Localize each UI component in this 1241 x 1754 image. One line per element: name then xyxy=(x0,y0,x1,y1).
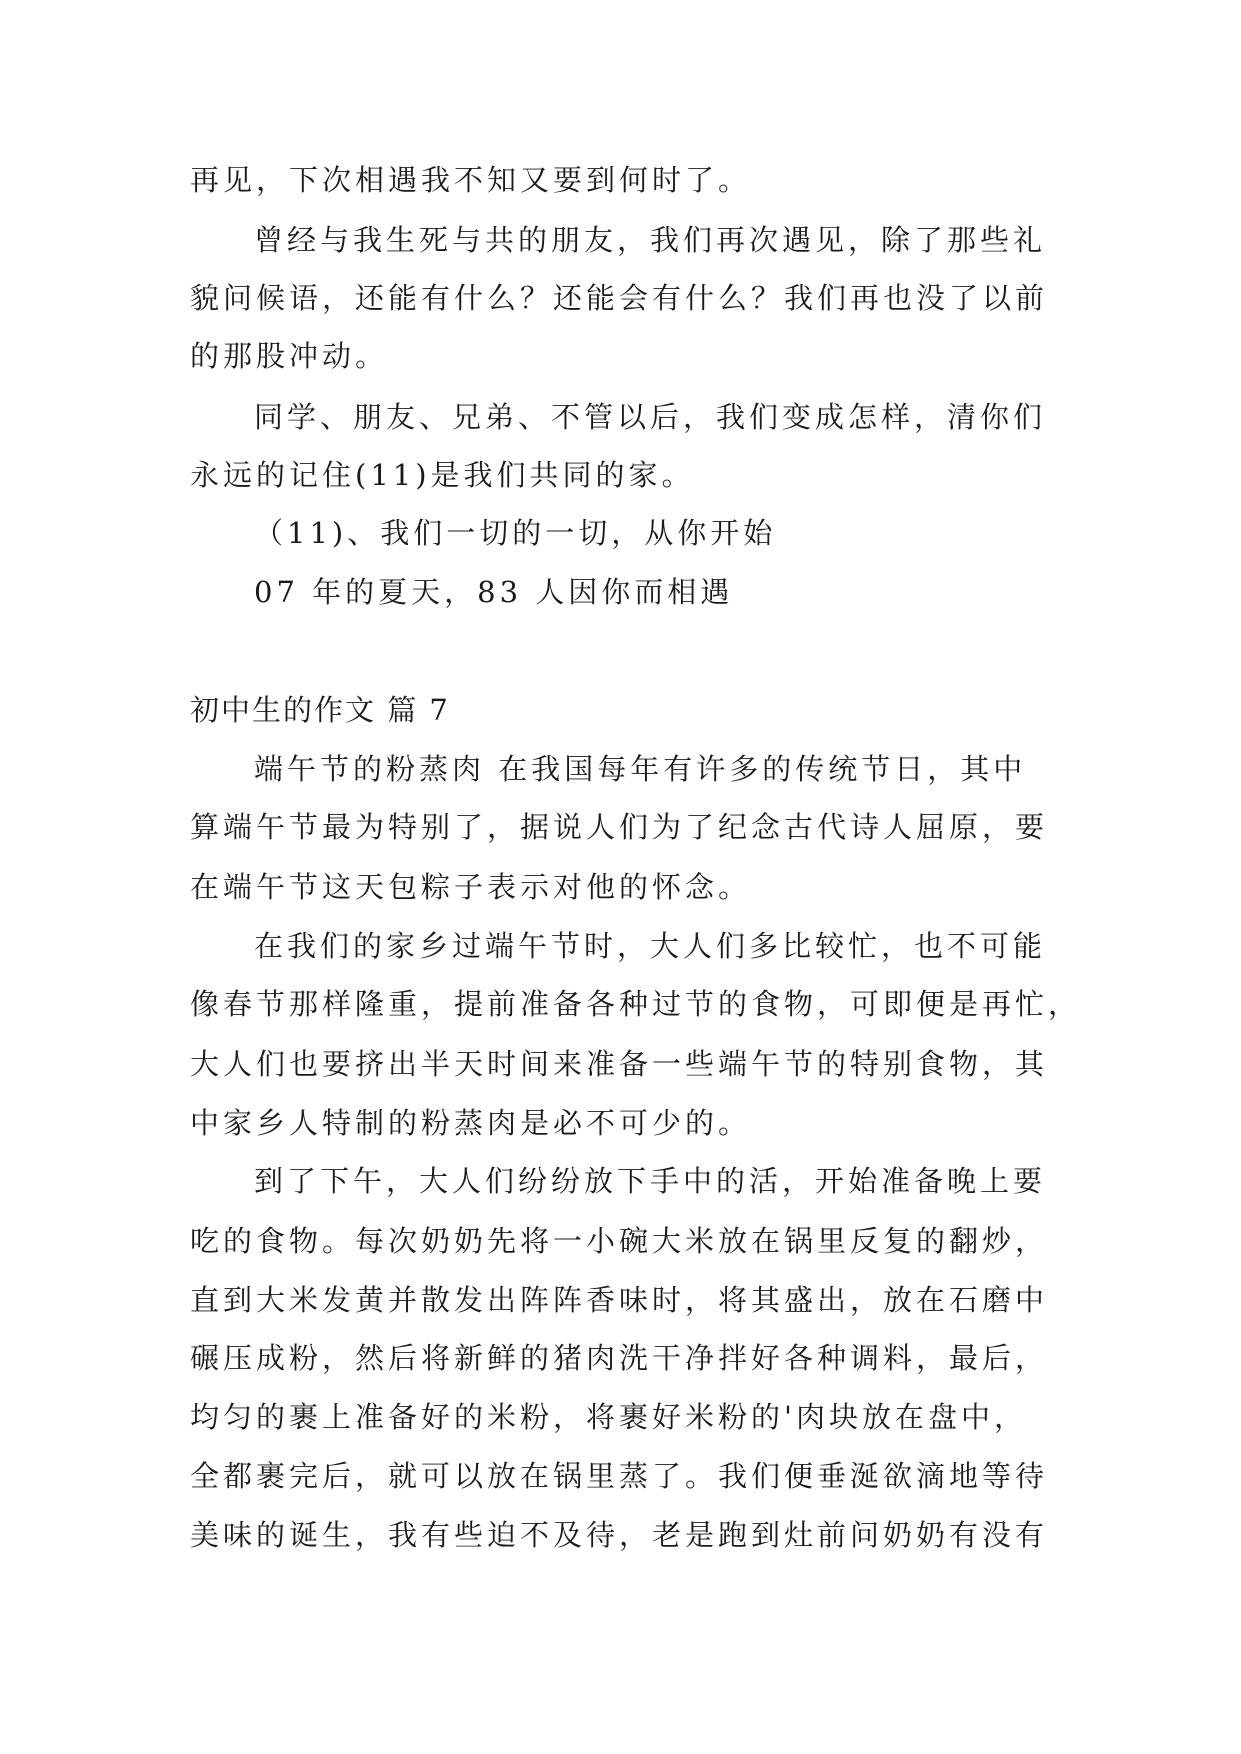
paragraph-first-line: 同学、朋友、兄弟、不管以后，我们变成怎样，清你们 xyxy=(254,400,1047,434)
text-line: 吃的食物。每次奶奶先将一小碗大米放在锅里反复的翻炒， xyxy=(190,1224,1049,1258)
section-heading: 初中生的作文 篇 7 xyxy=(190,693,450,727)
text-line: （11)、我们一切的一切，从你开始 xyxy=(254,516,777,550)
text-line: 永远的记住(11)是我们共同的家。 xyxy=(190,458,695,492)
text-line: 均匀的裹上准备好的米粉，将裹好米粉的'肉块放在盘中， xyxy=(190,1400,1027,1434)
text-line: 大人们也要挤出半天时间来准备一些端午节的特别食物，其 xyxy=(190,1047,1049,1081)
text-line: 全都裹完后，就可以放在锅里蒸了。我们便垂涎欲滴地等待 xyxy=(190,1459,1049,1493)
text-line: 再见，下次相遇我不知又要到何时了。 xyxy=(190,163,752,197)
paragraph-first-line: 在我们的家乡过端午节时，大人们多比较忙，也不可能 xyxy=(254,929,1047,963)
text-line: 的那股冲动。 xyxy=(190,339,389,373)
text-line: 07 年的夏天，83 人因你而相遇 xyxy=(254,575,734,609)
text-line: 算端午节最为特别了，据说人们为了纪念古代诗人屈原，要 xyxy=(190,810,1049,844)
text-line: 在端午节这天包粽子表示对他的怀念。 xyxy=(190,870,752,904)
text-line: 中家乡人特制的粉蒸肉是必不可少的。 xyxy=(190,1106,752,1140)
paragraph-first-line: 曾经与我生死与共的朋友，我们再次遇见，除了那些礼 xyxy=(254,223,1047,257)
text-line: 貌问候语，还能有什么？还能会有什么？我们再也没了以前 xyxy=(190,281,1049,315)
text-line: 像春节那样隆重，提前准备各种过节的食物，可即便是再忙， xyxy=(190,987,1082,1021)
text-line: 美味的诞生，我有些迫不及待，老是跑到灶前问奶奶有没有 xyxy=(190,1518,1049,1552)
paragraph-first-line: 到了下午，大人们纷纷放下手中的活，开始准备晚上要 xyxy=(254,1164,1047,1198)
paragraph-first-line: 端午节的粉蒸肉 在我国每年有许多的传统节日，其中 xyxy=(254,752,1027,786)
text-line: 碾压成粉，然后将新鲜的猪肉洗干净拌好各种调料，最后， xyxy=(190,1341,1049,1375)
text-line: 直到大米发黄并散发出阵阵香味时，将其盛出，放在石磨中 xyxy=(190,1283,1049,1317)
